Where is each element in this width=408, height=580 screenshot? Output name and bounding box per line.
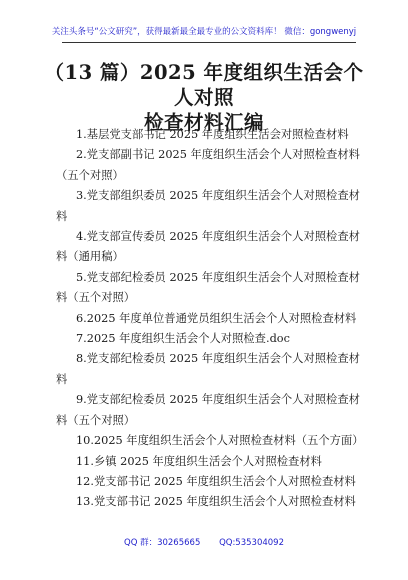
- footer-contact: [0, 536, 408, 548]
- toc-item[interactable]: 7.2025 年度组织生活会个人对照检查.doc: [76, 332, 290, 346]
- toc-item[interactable]: 1.基层党支部书记 2025 年度组织生活会对照检查材料: [76, 128, 349, 141]
- toc-item[interactable]: 11.乡镇 2025 年度组织生活会个人对照检查材料: [76, 454, 322, 468]
- footer-qq-group: QQ 群：30265665: [124, 538, 201, 548]
- toc-item[interactable]: 2.党支部副书记 2025 年度组织生活会个人对照检查材料（五个对照）: [56, 148, 360, 182]
- toc-item[interactable]: 13.党支部书记 2025 年度组织生活会个人对照检查材料: [76, 495, 356, 509]
- toc-item[interactable]: 5.党支部纪检委员 2025 年度组织生活会个人对照检查材料（五个对照）: [56, 270, 360, 305]
- toc-item[interactable]: 9.党支部纪检委员 2025 年度组织生活会个人对照检查材料（五个对照）: [56, 393, 360, 427]
- document-title: [40, 60, 368, 135]
- title-line-1: （13 篇）2025 年度组织生活会个人对照: [44, 61, 364, 109]
- toc-item[interactable]: 3.党支部组织委员 2025 年度组织生活会个人对照检查材料: [56, 189, 360, 223]
- toc-item[interactable]: 12.党支部书记 2025 年度组织生活会个人对照检查材料: [76, 474, 356, 488]
- title-line-2: 检查材料汇编: [143, 111, 264, 134]
- header-promo-note: 关注头条号“公文研究”，获得最新最全最专业的公文资料库！ 微信：gongwenyj: [51, 27, 357, 37]
- header-divider: [62, 42, 356, 43]
- toc-item[interactable]: 4.党支部宣传委员 2025 年度组织生活会个人对照检查材料（通用稿）: [56, 230, 360, 264]
- footer-qq: QQ:535304092: [219, 538, 284, 548]
- toc-item[interactable]: 8.党支部纪检委员 2025 年度组织生活会个人对照检查材料: [56, 352, 360, 386]
- toc-item[interactable]: 10.2025 年度组织生活会个人对照检查材料（五个方面）: [76, 434, 364, 448]
- toc-item[interactable]: 6.2025 年度单位普通党员组织生活会个人对照检查材料: [76, 311, 357, 325]
- table-of-contents: [56, 125, 368, 513]
